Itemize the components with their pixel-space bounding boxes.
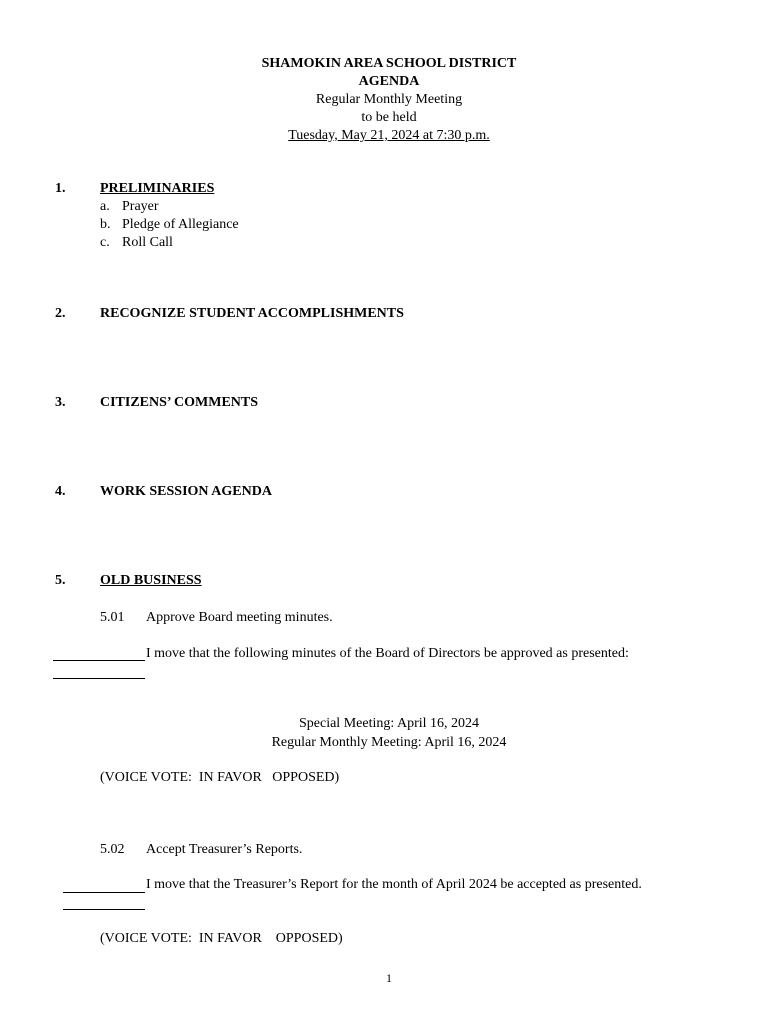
item-number: 5.02 (100, 842, 125, 857)
section-number: 2. (55, 306, 66, 321)
motion-blank-line (53, 660, 145, 661)
section-number: 1. (55, 181, 66, 196)
section-title-preliminaries: PRELIMINARIES (100, 181, 215, 196)
item-number: 5.01 (100, 610, 125, 625)
section-title-citizens-comments: CITIZENS’ COMMENTS (100, 395, 259, 410)
section-title-old-business: OLD BUSINESS (100, 573, 202, 588)
second-blank-line (63, 909, 145, 910)
section-number: 3. (55, 395, 66, 410)
meeting-minutes-entry: Special Meeting: April 16, 2024 (298, 716, 480, 731)
meeting-date: Tuesday, May 21, 2024 at 7:30 p.m. (288, 128, 490, 143)
motion-text: I move that the following minutes of the Board of Directors be approved as presented: (146, 646, 629, 661)
motion-text: I move that the Treasurer’s Report for the month of April 2024 be accepted as presented. (146, 877, 642, 892)
page-number: 1 (386, 971, 392, 985)
item-title: Approve Board meeting minutes. (146, 610, 333, 625)
item-title: Accept Treasurer’s Reports. (146, 842, 303, 857)
meeting-minutes-entry: Regular Monthly Meeting: April 16, 2024 (271, 735, 507, 750)
voice-vote: (VOICE VOTE: IN FAVOR OPPOSED) (100, 931, 343, 946)
list-item: Roll Call (122, 235, 173, 250)
list-item-letter: b. (100, 217, 111, 232)
section-title-student-accomplishments: RECOGNIZE STUDENT ACCOMPLISHMENTS (100, 306, 404, 321)
list-item: Prayer (122, 199, 159, 214)
list-item: Pledge of Allegiance (122, 217, 239, 232)
second-blank-line (53, 678, 145, 679)
meeting-type: Regular Monthly Meeting (315, 92, 463, 107)
section-number: 5. (55, 573, 66, 588)
list-item-letter: c. (100, 235, 110, 250)
voice-vote: (VOICE VOTE: IN FAVOR OPPOSED) (100, 770, 340, 785)
document-type: AGENDA (358, 74, 420, 89)
section-title-work-session: WORK SESSION AGENDA (100, 484, 272, 499)
section-number: 4. (55, 484, 66, 499)
motion-blank-line (63, 892, 145, 893)
list-item-letter: a. (100, 199, 110, 214)
held-text: to be held (361, 110, 417, 125)
district-name: SHAMOKIN AREA SCHOOL DISTRICT (261, 56, 517, 71)
